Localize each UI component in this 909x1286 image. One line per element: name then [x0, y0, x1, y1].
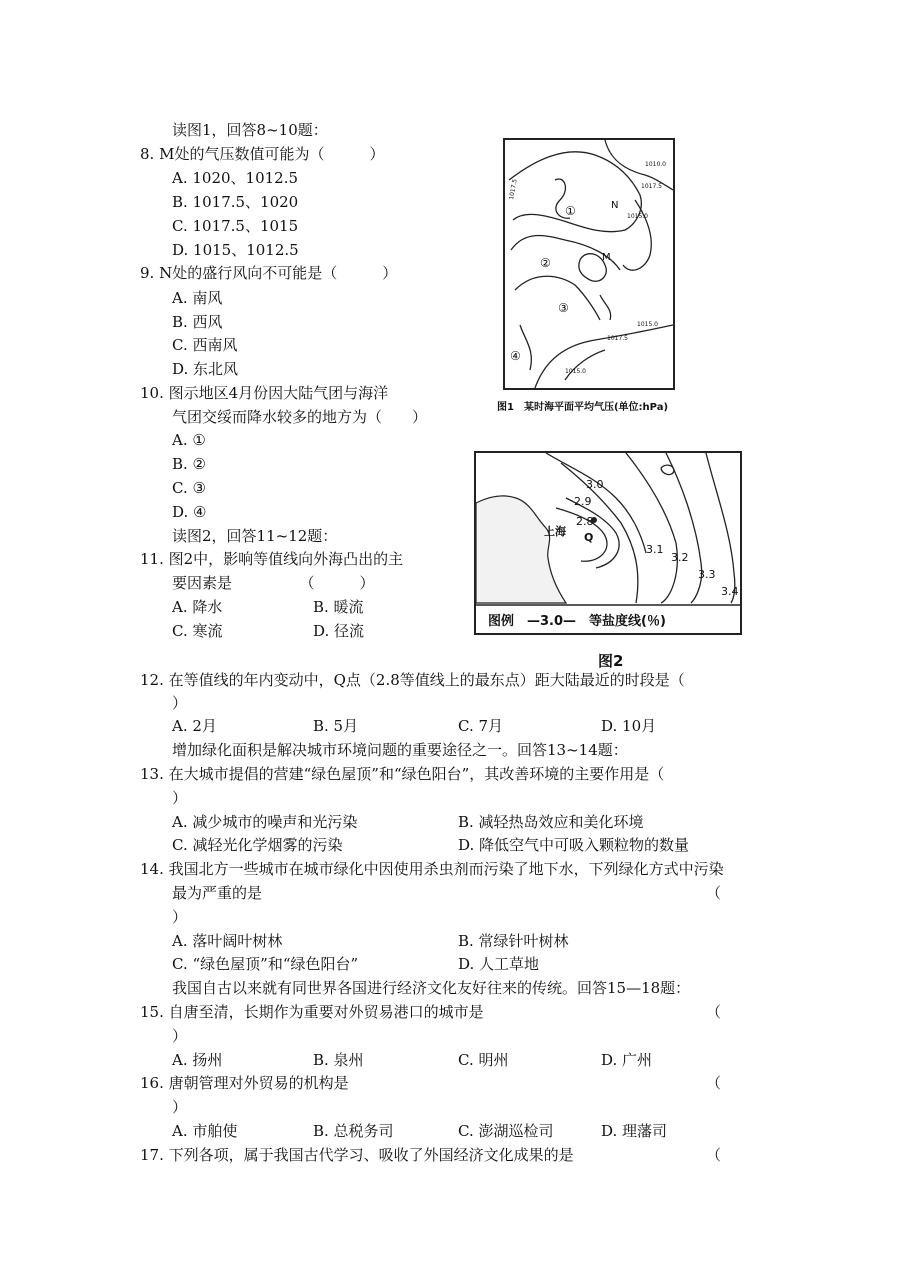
- legend-text: 图例 —3.0— 等盐度线(％): [488, 614, 666, 629]
- region-1-label: ①: [565, 204, 576, 218]
- region-4-label: ④: [510, 349, 521, 363]
- text-line: A. 2月: [172, 717, 217, 735]
- isobar-label: 1015.0: [565, 368, 586, 375]
- text-line: 13. 在大城市提倡的营建“绿色屋顶”和“绿色阳台”，其改善环境的主要作用是（: [140, 765, 665, 783]
- text-line: 12. 在等值线的年内变动中，Q点（2.8等值线上的最东点）距大陆最近的时段是（: [140, 671, 685, 689]
- text-line: 读图1，回答8~10题：: [172, 121, 328, 139]
- isobar-label: 1010.0: [645, 161, 666, 168]
- text-line: D. 径流: [313, 622, 365, 640]
- isoline-label: 2.9: [574, 495, 592, 508]
- text-line: A. 落叶阔叶树林: [172, 932, 283, 950]
- text-line: B. 常绿针叶树林: [458, 932, 569, 950]
- text-line: （: [706, 1146, 722, 1164]
- text-line: 读图2，回答11~12题：: [172, 527, 338, 545]
- text-line: D. 1015、1012.5: [172, 241, 299, 259]
- figure-1-pressure-map: [503, 138, 675, 390]
- text-line: C. ③: [172, 479, 206, 497]
- text-line: D. ④: [172, 503, 207, 521]
- text-line: ）: [172, 789, 188, 807]
- figure-2-caption: 图2: [598, 652, 624, 670]
- isobar-label: 1017.5: [641, 183, 662, 190]
- text-line: C. 西南风: [172, 336, 238, 354]
- isobar-label: 1017.5: [607, 335, 628, 342]
- region-3-label: ③: [558, 301, 569, 315]
- isoline-label: 3.2: [671, 551, 689, 564]
- point-m-label: M: [602, 252, 611, 263]
- text-line: 15. 自唐至清，长期作为重要对外贸易港口的城市是: [140, 1003, 484, 1021]
- text-line: ）: [172, 694, 188, 712]
- isoline-label: 3.0: [586, 478, 604, 491]
- text-line: 14. 我国北方一些城市在城市绿化中因使用杀虫剂而污染了地下水，下列绿化方式中污染: [140, 860, 724, 878]
- text-line: ）: [172, 908, 188, 926]
- figure-2-salinity-map: [474, 451, 742, 635]
- text-line: 增加绿化面积是解决城市环境问题的重要途径之一。回答13~14题：: [172, 741, 628, 759]
- text-line: B. 暖流: [313, 598, 364, 616]
- text-line: B. 泉州: [313, 1051, 364, 1069]
- isobar-label: 1017.5: [508, 178, 519, 201]
- text-line: B. 5月: [313, 717, 359, 735]
- text-line: A. 减少城市的噪声和光污染: [172, 813, 358, 831]
- city-label: 上海: [544, 525, 566, 538]
- text-line: A. ①: [172, 431, 206, 449]
- isobar-label: 1015.0: [627, 213, 648, 220]
- text-line: B. ②: [172, 455, 207, 473]
- isobar-label: 1015.0: [637, 321, 658, 328]
- isoline-label: 3.4: [721, 585, 739, 598]
- text-line: C. “绿色屋顶”和“绿色阳台”: [172, 955, 359, 973]
- region-2-label: ②: [540, 256, 551, 270]
- text-line: ）: [172, 1098, 188, 1116]
- text-line: B. 1017.5、1020: [172, 193, 299, 211]
- text-line: D. 广州: [601, 1051, 653, 1069]
- text-line: 气团交绥而降水较多的地方为（ ）: [172, 408, 428, 426]
- text-line: 8. M处的气压数值可能为（ ）: [140, 145, 385, 163]
- text-line: B. 减轻热岛效应和美化环境: [458, 813, 644, 831]
- text-line: C. 澎湖巡检司: [458, 1122, 554, 1140]
- isoline-label: 3.1: [646, 543, 664, 556]
- text-line: D. 10月: [601, 717, 657, 735]
- pressure-map-svg: [505, 140, 673, 388]
- point-q-label: Q: [584, 531, 594, 544]
- text-line: B. 总税务司: [313, 1122, 394, 1140]
- text-line: C. 明州: [458, 1051, 509, 1069]
- text-line: A. 市舶使: [172, 1122, 238, 1140]
- salinity-map-svg: [476, 453, 740, 633]
- text-line: ）: [172, 1027, 188, 1045]
- text-line: （: [706, 1003, 722, 1021]
- text-line: D. 东北风: [172, 360, 239, 378]
- text-line: （: [706, 884, 722, 902]
- text-line: A. 1020、1012.5: [172, 169, 299, 187]
- text-line: D. 理藩司: [601, 1122, 668, 1140]
- text-line: 16. 唐朝管理对外贸易的机构是: [140, 1074, 349, 1092]
- figure-1-caption: 图1 某时海平面平均气压(单位:hPa): [497, 402, 669, 413]
- text-line: D. 人工草地: [458, 955, 540, 973]
- point-n-label: N: [611, 200, 619, 211]
- text-line: B. 西风: [172, 313, 223, 331]
- isoline-label: 2.8: [576, 515, 594, 528]
- text-line: C. 寒流: [172, 622, 223, 640]
- text-line: A. 扬州: [172, 1051, 223, 1069]
- text-line: 10. 图示地区4月份因大陆气团与海洋: [140, 384, 389, 402]
- text-line: D. 降低空气中可吸入颗粒物的数量: [458, 836, 690, 854]
- text-line: 11. 图2中，影响等值线向外海凸出的主: [140, 550, 404, 568]
- text-line: C. 减轻光化学烟雾的污染: [172, 836, 343, 854]
- text-line: C. 7月: [458, 717, 504, 735]
- text-line: A. 降水: [172, 598, 223, 616]
- text-line: C. 1017.5、1015: [172, 217, 299, 235]
- text-line: 我国自古以来就有同世界各国进行经济文化友好往来的传统。回答15—18题：: [172, 979, 691, 997]
- isoline-label: 3.3: [698, 568, 716, 581]
- text-line: 17. 下列各项，属于我国古代学习、吸收了外国经济文化成果的是: [140, 1146, 574, 1164]
- text-line: 9. N处的盛行风向不可能是（ ）: [140, 264, 398, 282]
- text-line: A. 南风: [172, 289, 223, 307]
- text-line: （: [706, 1074, 722, 1092]
- text-line: 要因素是 （ ）: [172, 574, 375, 592]
- text-line: 最为严重的是: [172, 884, 263, 902]
